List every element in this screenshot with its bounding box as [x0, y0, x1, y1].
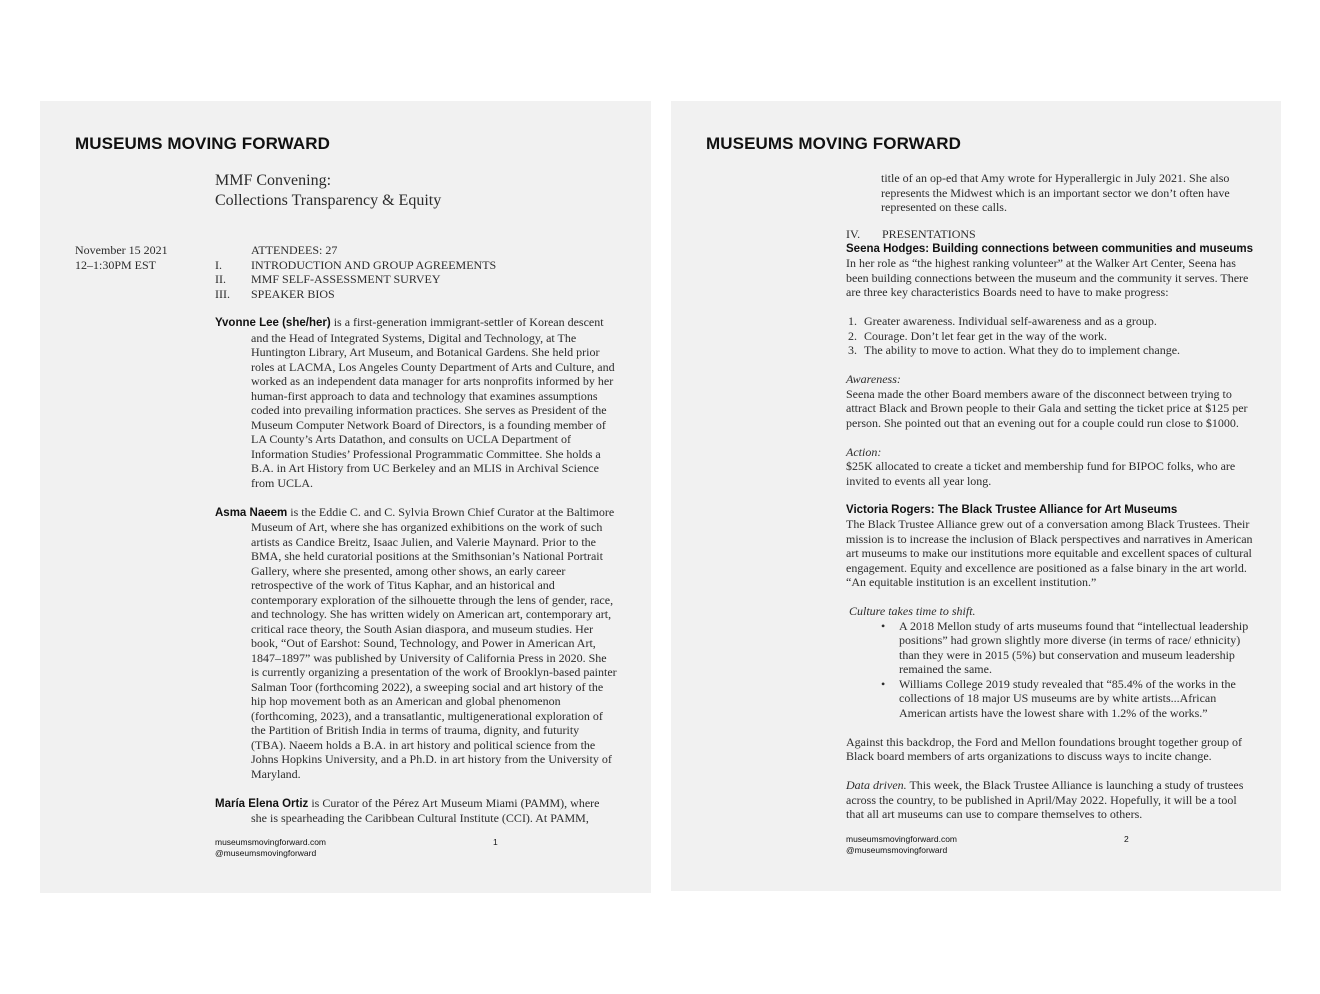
- list-item: • Williams College 2019 study revealed that “85.4% of the works in the collections of 18 major US museums are by white artists...African American artists have the lowest share with 1.2% of the works.”: [881, 676, 1236, 720]
- page-footer: [215, 837, 326, 858]
- continuation-text: title of an op-ed that Amy wrote for Hyperallergic in July 2021. She also represents the Midwest which is an important sector we don’t often have represented on these calls.: [881, 171, 1230, 214]
- meeting-date: November 15 2021: [75, 243, 168, 257]
- list-item: 3. The ability to move to action. What they do to implement change.: [848, 343, 1181, 357]
- awareness-label: Awareness:: [846, 372, 901, 386]
- title-line-2: Collections Transparency & Equity: [215, 192, 442, 209]
- footer-handle: @museumsmovingforward: [846, 844, 948, 855]
- attendees-count: ATTENDEES: 27: [251, 243, 338, 257]
- footer-handle: @museumsmovingforward: [215, 847, 317, 858]
- agenda-item: I. INTRODUCTION AND GROUP AGREEMENTS: [215, 257, 497, 272]
- culture-label: Culture takes time to shift.: [849, 604, 976, 618]
- title-line-1: MMF Convening:: [215, 172, 332, 189]
- data-driven-paragraph: Data driven. This week, the Black Trustee Alliance is launching a study of trustees across the country, to be published in April/May 2022. Hopefully, it will be a tool that all art museums can use to compare themselves to others.: [846, 778, 1244, 821]
- bio-maria-elena-ortiz: María Elena Ortiz is Curator of the Pérez Art Museum Miami (PAMM), where she is spearheading the Caribbean Cultural Institute (CCI). At PAMM,: [215, 795, 600, 825]
- list-item: • A 2018 Mellon study of arts museums found that “intellectual leadership positions” had grown slightly more diverse (in terms of race/ ethnicity) than they were in 2015 (5%) but conservation and museum leadership remained the same.: [881, 618, 1249, 676]
- awareness-text: Seena made the other Board members aware of the disconnect between trying to attract Black and Brown people to their Gala and setting the ticket price at $125 per person. She pointed out that an evening out for a couple could run close to $1000.: [846, 386, 1248, 430]
- backdrop-text: Against this backdrop, the Ford and Mellon foundations brought together group of Black board members of arts organizations to discuss ways to incite change.: [846, 734, 1242, 763]
- document-title: [215, 171, 441, 211]
- action-label: Action:: [846, 444, 882, 459]
- victoria-heading: Victoria Rogers: The Black Trustee Alliance for Art Museums: [846, 503, 1178, 516]
- page-number: 2: [1124, 834, 1129, 844]
- page-number: 1: [493, 837, 498, 847]
- list-item: 1. Greater awareness. Individual self-awareness and as a group.: [848, 314, 1157, 328]
- speaker-bios: [215, 315, 617, 826]
- page-footer: [846, 834, 957, 855]
- bio-yvonne-lee: Yvonne Lee (she/her) is a first-generation immigrant-settler of Korean descent and the Head of Integrated Systems, Digital and Technology, at The Huntington Library, Art Museum, and Botanical Gardens. She held prior roles at LACMA, Los Angeles County Department of Arts and Culture, and worked as an independent data manager for arts nonprofits informed by her human-first approach to data and technology that examines assumptions coded into prevailing information practices. She serves as President of the Museum Computer Network Board of Directors, is a founding member of LA County’s Arts Datathon, and consults on UCLA Department of Information Studies’ Professional Programmatic Committee. She holds a B.A. in Art History from UC Berkeley and an MLIS in Archival Science from UCLA.: [215, 315, 615, 490]
- section-heading: IV. PRESENTATIONS: [846, 227, 976, 241]
- characteristics-list: [846, 314, 1256, 358]
- document-page-1: [40, 101, 651, 893]
- seena-intro: In her role as “the highest ranking volunteer” at the Walker Art Center, Seena has been building connections between the museum and the community it serves. There are three key characteristics Boards need to have to make progress:: [846, 256, 1249, 299]
- footer-url: museumsmovingforward.com: [215, 837, 327, 847]
- document-page-2: [671, 101, 1281, 891]
- victoria-intro: The Black Trustee Alliance grew out of a conversation among Black Trustees. Their mission is to increase the inclusion of Black perspectives and narratives in American art museums to make our institutions more equitable and excellent spaces of cultural engagement. Equity and excellence are positioned as a false binary in the art world. “An equitable institution is an excellent institution.”: [846, 517, 1253, 589]
- meeting-datetime: [75, 243, 168, 272]
- bio-asma-naeem: Asma Naeem is the Eddie C. and C. Sylvia Brown Chief Curator at the Baltimore Museum of Art, where she has organized exhibitions on the work of such artists as Candice Breitz, Isaac Julien, and Valerie Maynard. Prior to the BMA, she held curatorial positions at the Smithsonian’s National Portrait Gallery, where she presented, among other shows, an early career retrospective of the work of Titus Kaphar, and an historical and contemporary exploration of the silhouette through the lens of gender, race, and technology. She has written widely on American art, contemporary art, critical race theory, the South Asian diaspora, and museum studies. Her book, “Out of Earshot: Sound, Technology, and Power in American Art, 1847–1897” was published by University of California Press in 2020. She is currently organizing a presentation of the work of Brooklyn-based painter Salman Toor (forthcoming 2022), a sweeping social and art history of the hip hop movement both as an American and global phenomenon (forthcoming, 2023), and a transatlantic, multigenerational exploration of the Partition of British India in terms of trauma, dignity, and futurity (TBA). Naeem holds a B.A. in art history and political science from the Johns Hopkins University, and a Ph.D. in art history from the University of Maryland.: [215, 504, 617, 781]
- footer-url: museumsmovingforward.com: [846, 834, 958, 844]
- agenda-item: III. SPEAKER BIOS: [215, 286, 335, 301]
- brand-header: MUSEUMS MOVING FORWARD: [706, 134, 962, 153]
- agenda: [215, 243, 615, 301]
- list-item: 2. Courage. Don’t let fear get in the way of the work.: [848, 328, 1108, 343]
- seena-heading: Seena Hodges: Building connections between communities and museums: [846, 242, 1254, 255]
- agenda-item: II. MMF SELF-ASSESSMENT SURVEY: [215, 272, 441, 286]
- meeting-time: 12–1:30PM EST: [75, 257, 157, 272]
- action-text: $25K allocated to create a ticket and membership fund for BIPOC folks, who are invited to events all year long.: [846, 459, 1236, 488]
- brand-header: MUSEUMS MOVING FORWARD: [75, 134, 331, 153]
- presentations-section: [846, 227, 1256, 822]
